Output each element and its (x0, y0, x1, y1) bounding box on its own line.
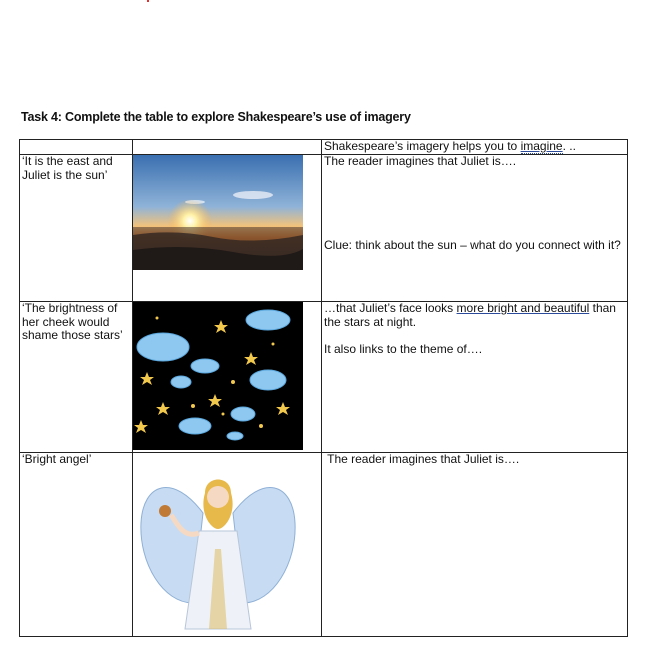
image-cell (133, 155, 322, 302)
response-prompt-trail: than the stars at night. (324, 301, 616, 329)
quote-text: ‘Bright angel’ (22, 452, 92, 466)
response-highlight: more bright and beautiful (456, 301, 590, 315)
stray-mark (147, 0, 149, 2)
header-lead-text: Shakespeare’s imagery helps you to (324, 139, 518, 153)
task-title: Task 4: Complete the table to explore Shakespeare’s use of imagery (21, 110, 411, 124)
response-cell (322, 302, 628, 453)
quote-cell (20, 302, 133, 453)
response-clue: Clue: think about the sun – what do you connect with it? (324, 237, 621, 252)
angel-picture-icon (133, 453, 303, 633)
table-row (20, 453, 628, 637)
header-cell-imagery (322, 140, 628, 155)
table-row (20, 302, 628, 453)
header-trail-text: . .. (562, 139, 576, 153)
imagery-table (19, 139, 628, 637)
table-row (20, 155, 628, 302)
image-cell (133, 453, 322, 637)
header-cell-empty-1 (20, 140, 133, 155)
response-theme: It also links to the theme of…. (324, 342, 483, 356)
quote-text: ‘It is the east and Juliet is the sun’ (22, 154, 113, 182)
quote-cell (20, 155, 133, 302)
image-cell (133, 302, 322, 453)
header-row (20, 140, 628, 155)
response-prompt: The reader imagines that Juliet is…. (324, 154, 517, 168)
header-imagine-word: imagine (520, 139, 563, 153)
response-cell (322, 155, 628, 302)
header-cell-empty-2 (133, 140, 322, 155)
response-prompt: …that Juliet’s face looks (324, 301, 454, 315)
sunset-picture-icon (133, 155, 303, 270)
quote-cell (20, 453, 133, 637)
moon-stars-picture-icon (133, 302, 303, 450)
response-cell (322, 453, 628, 637)
response-prompt: The reader imagines that Juliet is…. (324, 452, 520, 466)
quote-text: ‘The brightness of her cheek would shame those stars’ (22, 301, 123, 342)
